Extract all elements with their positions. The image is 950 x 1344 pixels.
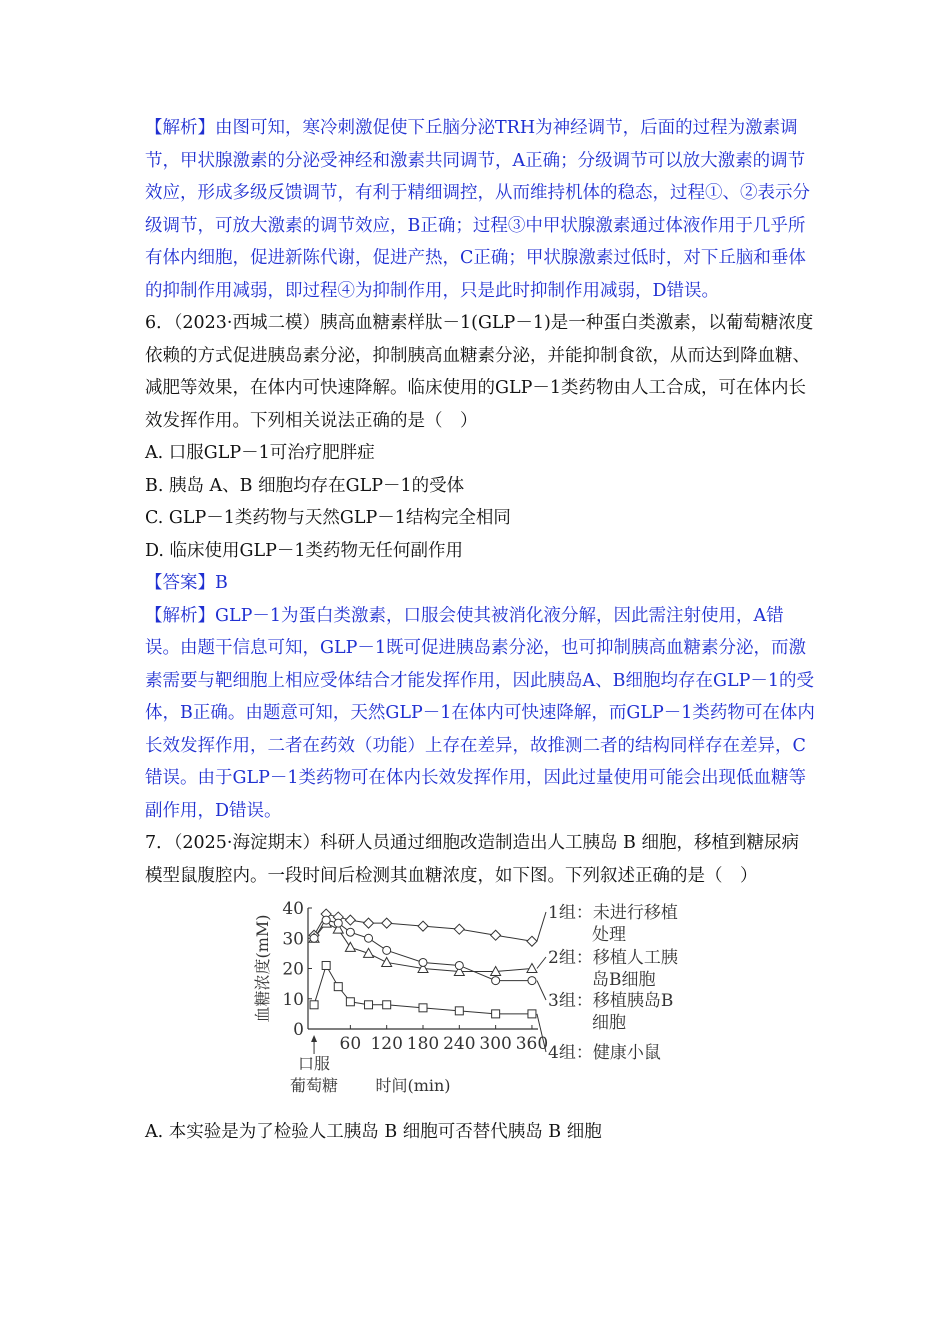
data-point-diamond <box>345 915 355 925</box>
data-point-triangle <box>345 942 355 951</box>
x-tick-label: 360 <box>515 1034 549 1054</box>
y-tick-label: 30 <box>282 929 304 950</box>
glucose-label: 葡萄糖 <box>290 1076 339 1095</box>
q6-option-b: B. 胰岛 A、B 细胞均存在GLP－1的受体 <box>145 475 465 496</box>
data-point-circle <box>528 977 536 985</box>
legend-leader <box>537 981 546 1000</box>
data-point-circle <box>322 916 330 924</box>
data-point-triangle <box>527 964 537 973</box>
data-point-square <box>322 961 330 969</box>
x-tick-label: 240 <box>443 1034 476 1054</box>
data-point-circle <box>334 919 342 927</box>
q6-option-d: D. 临床使用GLP－1类药物无任何副作用 <box>145 540 464 561</box>
blood-glucose-chart <box>145 896 815 1114</box>
legend-label: 岛B细胞 <box>592 970 656 990</box>
x-tick-label: 120 <box>370 1034 403 1054</box>
data-point-square <box>419 1004 427 1012</box>
answer-tag: 【答案】 <box>145 573 215 593</box>
document-page <box>145 112 815 1149</box>
analysis-text: GLP－1为蛋白类激素，口服会使其被消化液分解，因此需注射使用，A错误。由题干信息可知，GLP－1既可促进胰岛素分泌，也可抑制胰高血糖素分泌，而激素需要与靶细胞上相应受体结合才能发挥作用，因此胰岛A、B细胞均存在GLP－1的受体，B正确。由题意可知，天然GLP－1在体内可快速降解，而GLP－1类药物可在体内长效发挥作用，二者在药效（功能）上存在差异，故推测二者的结构同样存在差异，C错误。由于GLP－1类药物可在体内长效发挥作用，因此过量使用可能会出现低血糖等副作用，D错误。 <box>145 605 815 821</box>
data-point-square <box>492 1010 500 1018</box>
q7-stem: 7．（2025·海淀期末）科研人员通过细胞改造制造出人工胰岛 B 细胞，移植到糖尿病模型鼠腹腔内。一段时间后检测其血糖浓度，如下图。下列叙述正确的是（ ） <box>145 833 799 886</box>
legend-label: 细胞 <box>592 1013 626 1033</box>
y-tick-label: 10 <box>282 989 304 1010</box>
chart-svg <box>145 896 815 1114</box>
data-point-diamond <box>364 918 374 928</box>
data-point-diamond <box>491 930 501 940</box>
analysis-tag: 【解析】 <box>145 605 215 626</box>
data-point-diamond <box>454 924 464 934</box>
data-point-triangle <box>364 948 374 957</box>
y-tick-label: 40 <box>282 899 304 919</box>
data-point-circle <box>419 958 427 966</box>
legend-label: 2组：移植人工胰 <box>548 948 678 968</box>
data-point-circle <box>383 946 391 954</box>
legend-leader <box>537 912 546 941</box>
data-point-square <box>365 1001 373 1009</box>
data-point-circle <box>310 934 318 942</box>
data-point-square <box>346 998 354 1006</box>
q6-option-c: C. GLP－1类药物与天然GLP－1结构完全相同 <box>145 508 511 528</box>
legend-label: 3组：移植胰岛B <box>548 991 674 1011</box>
q6-stem: 6．（2023·西城二模）胰高血糖素样肽－1(GLP－1)是一种蛋白类激素，以葡萄糖浓度依赖的方式促进胰岛素分泌，抑制胰高血糖素分泌，并能抑制食欲，从而达到降血糖、减肥等效果，在体内可快速降解。临床使用的GLP－1类药物由人工合成，可在体内长效发挥作用。下列相关说法正确的是（ ） <box>145 313 814 431</box>
x-axis-label: 时间(min) <box>375 1076 451 1095</box>
data-point-square <box>310 1001 318 1009</box>
oral-label: 口服 <box>298 1054 331 1073</box>
legend-leader <box>537 957 546 969</box>
legend-label: 4组：健康小鼠 <box>548 1043 661 1063</box>
answer-value: B <box>215 573 228 593</box>
analysis-text: 由图可知，寒冷刺激促使下丘脑分泌TRH为神经调节，后面的过程为激素调节，甲状腺激素的分泌受神经和激素共同调节，A正确；分级调节可以放大激素的调节效应，形成多级反馈调节，有利于精细调控，从而维持机体的稳态，过程①、②表示分级调节，可放大激素的调节效应，B正确；过程③中甲状腺激素通过体液作用于几乎所有体内细胞，促进新陈代谢，促进产热，C正确；甲状腺激素过低时，对下丘脑和垂体的抑制作用减弱，即过程④为抑制作用，只是此时抑制作用减弱，D错误。 <box>145 118 810 301</box>
data-point-circle <box>346 928 354 936</box>
analysis-tag: 【解析】 <box>145 118 215 138</box>
legend-label: 1组：未进行移植 <box>548 903 678 923</box>
data-point-circle <box>365 934 373 942</box>
data-point-diamond <box>527 936 537 946</box>
data-point-square <box>334 983 342 991</box>
q6-option-a: A. 口服GLP－1可治疗肥胖症 <box>145 443 375 463</box>
data-point-square <box>528 1010 536 1018</box>
q5-analysis <box>145 112 815 307</box>
data-point-triangle <box>382 957 392 966</box>
legend-label: 处理 <box>592 925 626 945</box>
y-tick-label: 0 <box>293 1020 304 1040</box>
q7-option-a: A. 本实验是为了检验人工胰岛 B 细胞可否替代胰岛 B 细胞 <box>145 1122 602 1142</box>
q6-analysis <box>145 600 815 828</box>
data-point-diamond <box>418 921 428 931</box>
data-point-circle <box>492 977 500 985</box>
x-tick-label: 180 <box>406 1034 440 1054</box>
data-point-circle <box>455 961 463 969</box>
glucose-arrow-head <box>311 1035 317 1042</box>
x-tick-label: 60 <box>339 1034 362 1054</box>
y-tick-label: 20 <box>282 959 304 980</box>
x-tick-label: 300 <box>479 1034 512 1054</box>
data-point-square <box>455 1007 463 1015</box>
data-point-diamond <box>382 918 392 928</box>
data-point-square <box>383 1001 391 1009</box>
q6-answer <box>145 567 815 600</box>
y-axis-label: 血糖浓度(mM) <box>253 914 272 1023</box>
